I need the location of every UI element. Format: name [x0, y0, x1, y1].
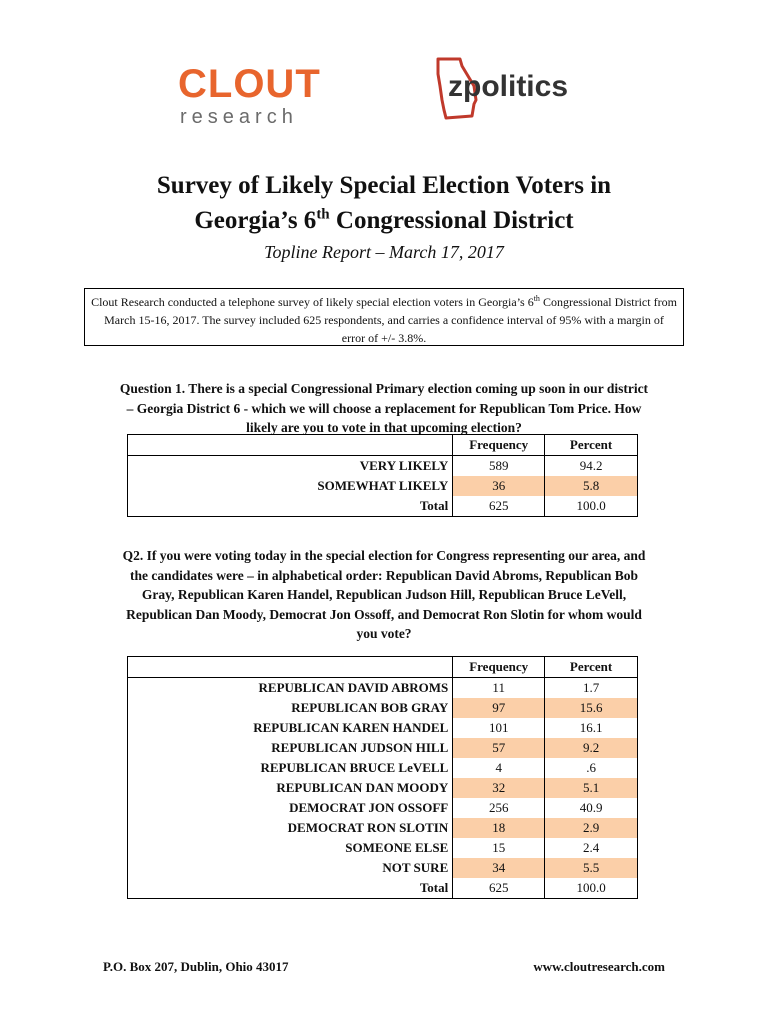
table-total-row	[128, 496, 638, 517]
row-percent: 100.0	[545, 878, 638, 899]
table-row	[128, 778, 638, 798]
methodology-text-end: Congressional District from March 15-16, 2017. The survey included 625 respondents, and carries a confidence interval of 95% with a margin of error of +/- 3.8%.	[104, 295, 677, 345]
row-percent: 100.0	[545, 496, 638, 517]
footer-website-link[interactable]: www.cloutresearch.com	[533, 959, 665, 974]
row-label: DEMOCRAT JON OSSOFF	[128, 798, 453, 818]
header-blank-cell	[128, 435, 453, 456]
row-frequency: 11	[453, 678, 545, 699]
table-row	[128, 818, 638, 838]
table-row	[128, 798, 638, 818]
zpolitics-logo-text: zpolitics	[448, 70, 569, 103]
row-label: REPUBLICAN DAN MOODY	[128, 778, 453, 798]
report-subtitle: Topline Report – March 17, 2017	[264, 242, 504, 262]
row-percent: 94.2	[545, 456, 638, 477]
row-label: SOMEONE ELSE	[128, 838, 453, 858]
question-2-text: Q2. If you were voting today in the special election for Congress representing our area, and the candidates were – in alphabetical order: Republican David Abroms, Republican Bob Gray, Republican Karen Handel, Republican Judson Hill, Republican Bruce LeVell, Republican Dan Moody, Democrat Jon Ossoff, and Democrat Ron Slotin for whom would you vote?	[122, 548, 646, 641]
row-label: VERY LIKELY	[128, 456, 453, 477]
row-frequency: 57	[453, 738, 545, 758]
header-percent: Percent	[545, 657, 638, 678]
row-percent: 9.2	[545, 738, 638, 758]
report-title-line1: Survey of Likely Special Election Voters in	[156, 172, 612, 199]
row-frequency: 34	[453, 858, 545, 878]
row-percent: 16.1	[545, 718, 638, 738]
row-label: REPUBLICAN KAREN HANDEL	[128, 718, 453, 738]
row-label: NOT SURE	[128, 858, 453, 878]
row-percent: 1.7	[545, 678, 638, 699]
clout-logo-main: CLOUT	[178, 62, 321, 106]
header-blank-cell	[128, 657, 453, 678]
row-label: DEMOCRAT RON SLOTIN	[128, 818, 453, 838]
row-label: Total	[128, 878, 453, 899]
row-label: Total	[128, 496, 453, 517]
table-row	[128, 738, 638, 758]
row-frequency: 15	[453, 838, 545, 858]
row-frequency: 97	[453, 698, 545, 718]
row-label: REPUBLICAN JUDSON HILL	[128, 738, 453, 758]
clout-logo-sub: research	[180, 106, 298, 128]
question-1-text: Question 1. There is a special Congressional Primary election coming up soon in our district – Georgia District 6 - which we will choose a replacement for Republican Tom Price. How likely are you to vote in that upcoming election?	[119, 381, 649, 435]
row-percent: 2.4	[545, 838, 638, 858]
header-percent: Percent	[545, 435, 638, 456]
table-row	[128, 678, 638, 699]
row-percent: 5.1	[545, 778, 638, 798]
methodology-box	[84, 288, 684, 346]
row-percent: 5.5	[545, 858, 638, 878]
row-frequency: 625	[453, 496, 545, 517]
row-frequency: 36	[453, 476, 545, 496]
title-line2-superscript: th	[316, 206, 330, 223]
row-percent: 40.9	[545, 798, 638, 818]
zpolitics-logo	[432, 56, 602, 126]
title-line2-text: Georgia’s 6	[194, 207, 317, 234]
table-header-row	[128, 657, 638, 678]
row-label: REPUBLICAN DAVID ABROMS	[128, 678, 453, 699]
question-2-table	[127, 656, 638, 899]
row-percent: 2.9	[545, 818, 638, 838]
row-frequency: 4	[453, 758, 545, 778]
row-percent: .6	[545, 758, 638, 778]
row-label: REPUBLICAN BOB GRAY	[128, 698, 453, 718]
report-title-line2	[0, 203, 768, 239]
row-frequency: 256	[453, 798, 545, 818]
question-1-table	[127, 434, 638, 517]
table-row	[128, 476, 638, 496]
table-total-row	[128, 878, 638, 899]
row-frequency: 589	[453, 456, 545, 477]
methodology-superscript: th	[533, 294, 540, 303]
row-frequency: 18	[453, 818, 545, 838]
footer-address: P.O. Box 207, Dublin, Ohio 43017	[103, 959, 289, 974]
table-row	[128, 698, 638, 718]
table-row	[128, 718, 638, 738]
table-row	[128, 758, 638, 778]
row-percent: 15.6	[545, 698, 638, 718]
methodology-text: Clout Research conducted a telephone survey of likely special election voters in Georgia’s 6	[91, 295, 534, 309]
row-label: REPUBLICAN BRUCE LeVELL	[128, 758, 453, 778]
title-line2-text-end: Congressional District	[329, 207, 574, 234]
clout-research-logo	[178, 64, 358, 126]
row-percent: 5.8	[545, 476, 638, 496]
table-header-row	[128, 435, 638, 456]
row-label: SOMEWHAT LIKELY	[128, 476, 453, 496]
row-frequency: 625	[453, 878, 545, 899]
table-row	[128, 858, 638, 878]
table-row	[128, 456, 638, 477]
row-frequency: 32	[453, 778, 545, 798]
row-frequency: 101	[453, 718, 545, 738]
table-row	[128, 838, 638, 858]
header-frequency: Frequency	[453, 657, 545, 678]
header-frequency: Frequency	[453, 435, 545, 456]
